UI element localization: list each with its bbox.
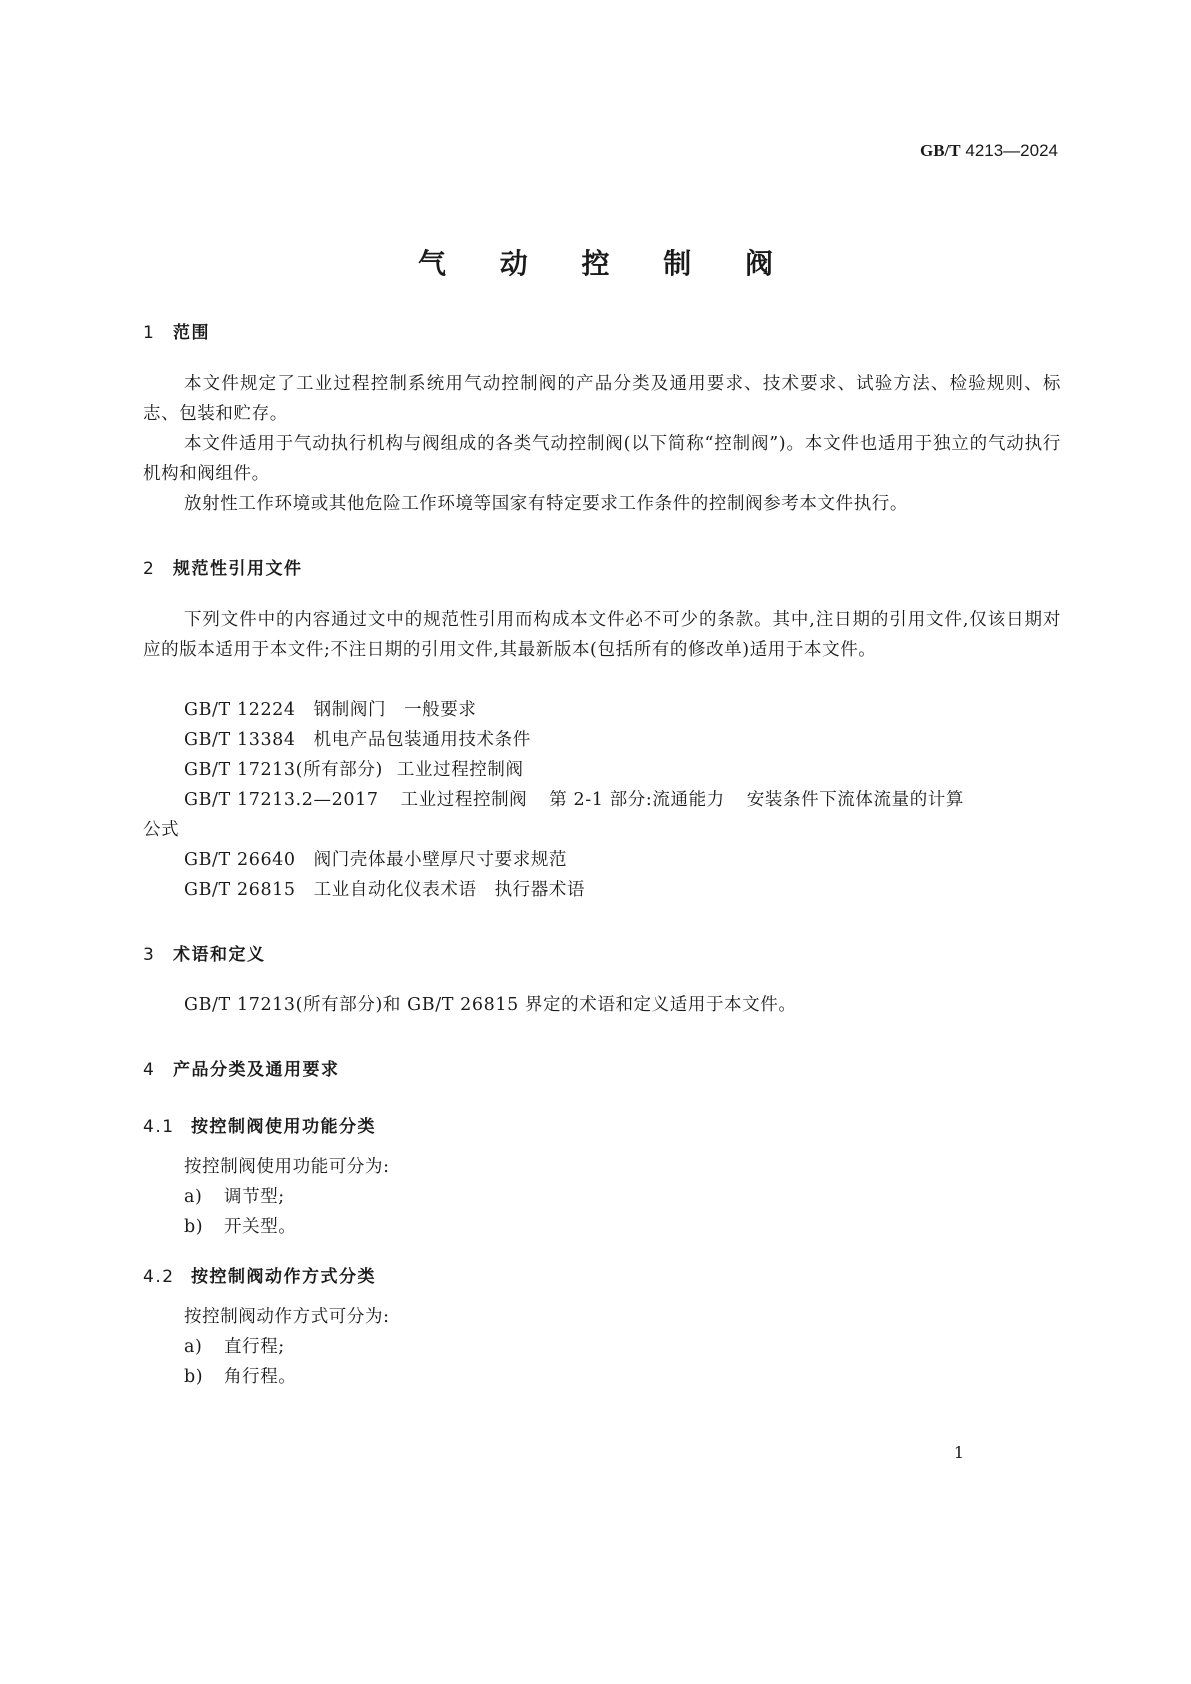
list-text: 开关型。: [224, 1217, 297, 1237]
paragraph: 下列文件中的内容通过文中的规范性引用而构成本文件必不可少的条款。其中,注日期的引用文件,仅该日期对应的版本适用于本文件;不注日期的引用文件,其最新版本(包括所有的修改单)适用于本文件。: [143, 610, 1061, 660]
standard-number: 4213—2024: [965, 141, 1058, 160]
reference-code: GB/T 26815: [184, 880, 296, 900]
reference-subtitle: 公式: [143, 820, 180, 840]
subsection-heading-4-2: [143, 1262, 376, 1287]
reference-title: 阀门壳体最小壁厚尺寸要求规范: [313, 850, 568, 870]
subsection-number: 4.2: [143, 1267, 175, 1287]
section-number: 2: [143, 559, 156, 579]
reference-subtitle: 一般要求: [404, 700, 477, 720]
reference-subtitle: 安装条件下流体流量的计算: [746, 790, 964, 810]
reference-subtitle: 第 2-1 部分:流通能力: [549, 790, 725, 810]
subsection-title: 按控制阀使用功能分类: [191, 1117, 376, 1137]
list-item: [184, 1212, 296, 1242]
reference-code: GB/T 12224: [184, 700, 296, 720]
list-lead: 按控制阀动作方式可分为:: [184, 1307, 390, 1327]
subsection-heading-4-1: [143, 1112, 376, 1137]
page-number: 1: [953, 1443, 964, 1462]
reference-title: 钢制阀门: [313, 700, 387, 720]
reference-code: GB/T 17213.2—2017: [184, 790, 379, 810]
reference-code: GB/T 17213(所有部分): [184, 760, 383, 780]
paragraph: 本文件规定了工业过程控制系统用气动控制阀的产品分类及通用要求、技术要求、试验方法、检验规则、标志、包装和贮存。: [143, 374, 1061, 424]
reference-title: 机电产品包装通用技术条件: [313, 730, 531, 750]
reference-item: [143, 785, 1061, 815]
section-title: 范围: [173, 323, 210, 343]
subsection-title: 按控制阀动作方式分类: [191, 1267, 376, 1287]
section-heading-4: [143, 1055, 340, 1080]
reference-code: GB/T 26640: [184, 850, 296, 870]
list-item: [184, 1182, 285, 1212]
list-item: [184, 1362, 296, 1392]
reference-title: 工业过程控制阀: [400, 790, 528, 810]
paragraph: 本文件适用于气动执行机构与阀组成的各类气动控制阀(以下简称“控制阀”)。本文件也适用于独立的气动执行机构和阀组件。: [143, 434, 1061, 484]
section-heading-2: [143, 554, 303, 579]
reference-item: [143, 695, 1061, 725]
list-marker: b): [184, 1367, 204, 1387]
section-title: 规范性引用文件: [173, 559, 303, 579]
list-text: 直行程;: [224, 1337, 285, 1357]
section-title: 术语和定义: [173, 945, 266, 965]
reference-item: [143, 755, 1061, 785]
section-title: 产品分类及通用要求: [173, 1060, 340, 1080]
reference-continuation: [143, 815, 1061, 845]
reference-subtitle: 执行器术语: [494, 880, 586, 900]
document-title: 气 动 控 制 阀: [418, 247, 795, 280]
list-marker: a): [184, 1337, 203, 1357]
standard-code: [920, 141, 1058, 161]
subsection-number: 4.1: [143, 1117, 175, 1137]
reference-title: 工业过程控制阀: [396, 760, 524, 780]
list-marker: b): [184, 1217, 204, 1237]
section-number: 4: [143, 1060, 156, 1080]
list-marker: a): [184, 1187, 203, 1207]
section-number: 1: [143, 323, 156, 343]
reference-item: [143, 875, 1061, 905]
list-lead: 按控制阀使用功能可分为:: [184, 1157, 390, 1177]
reference-title: 工业自动化仪表术语: [313, 880, 477, 900]
section-heading-1: [143, 318, 210, 343]
reference-item: [143, 725, 1061, 755]
section-heading-3: [143, 940, 266, 965]
paragraph: GB/T 17213(所有部分)和 GB/T 26815 界定的术语和定义适用于本文件。: [184, 995, 797, 1015]
standard-prefix: GB/T: [920, 141, 961, 160]
reference-code: GB/T 13384: [184, 730, 296, 750]
section-number: 3: [143, 945, 156, 965]
list-text: 调节型;: [224, 1187, 285, 1207]
paragraph: 放射性工作环境或其他危险工作环境等国家有特定要求工作条件的控制阀参考本文件执行。: [184, 494, 908, 514]
list-item: [184, 1332, 285, 1362]
list-text: 角行程。: [224, 1367, 297, 1387]
reference-item: [143, 845, 1061, 875]
